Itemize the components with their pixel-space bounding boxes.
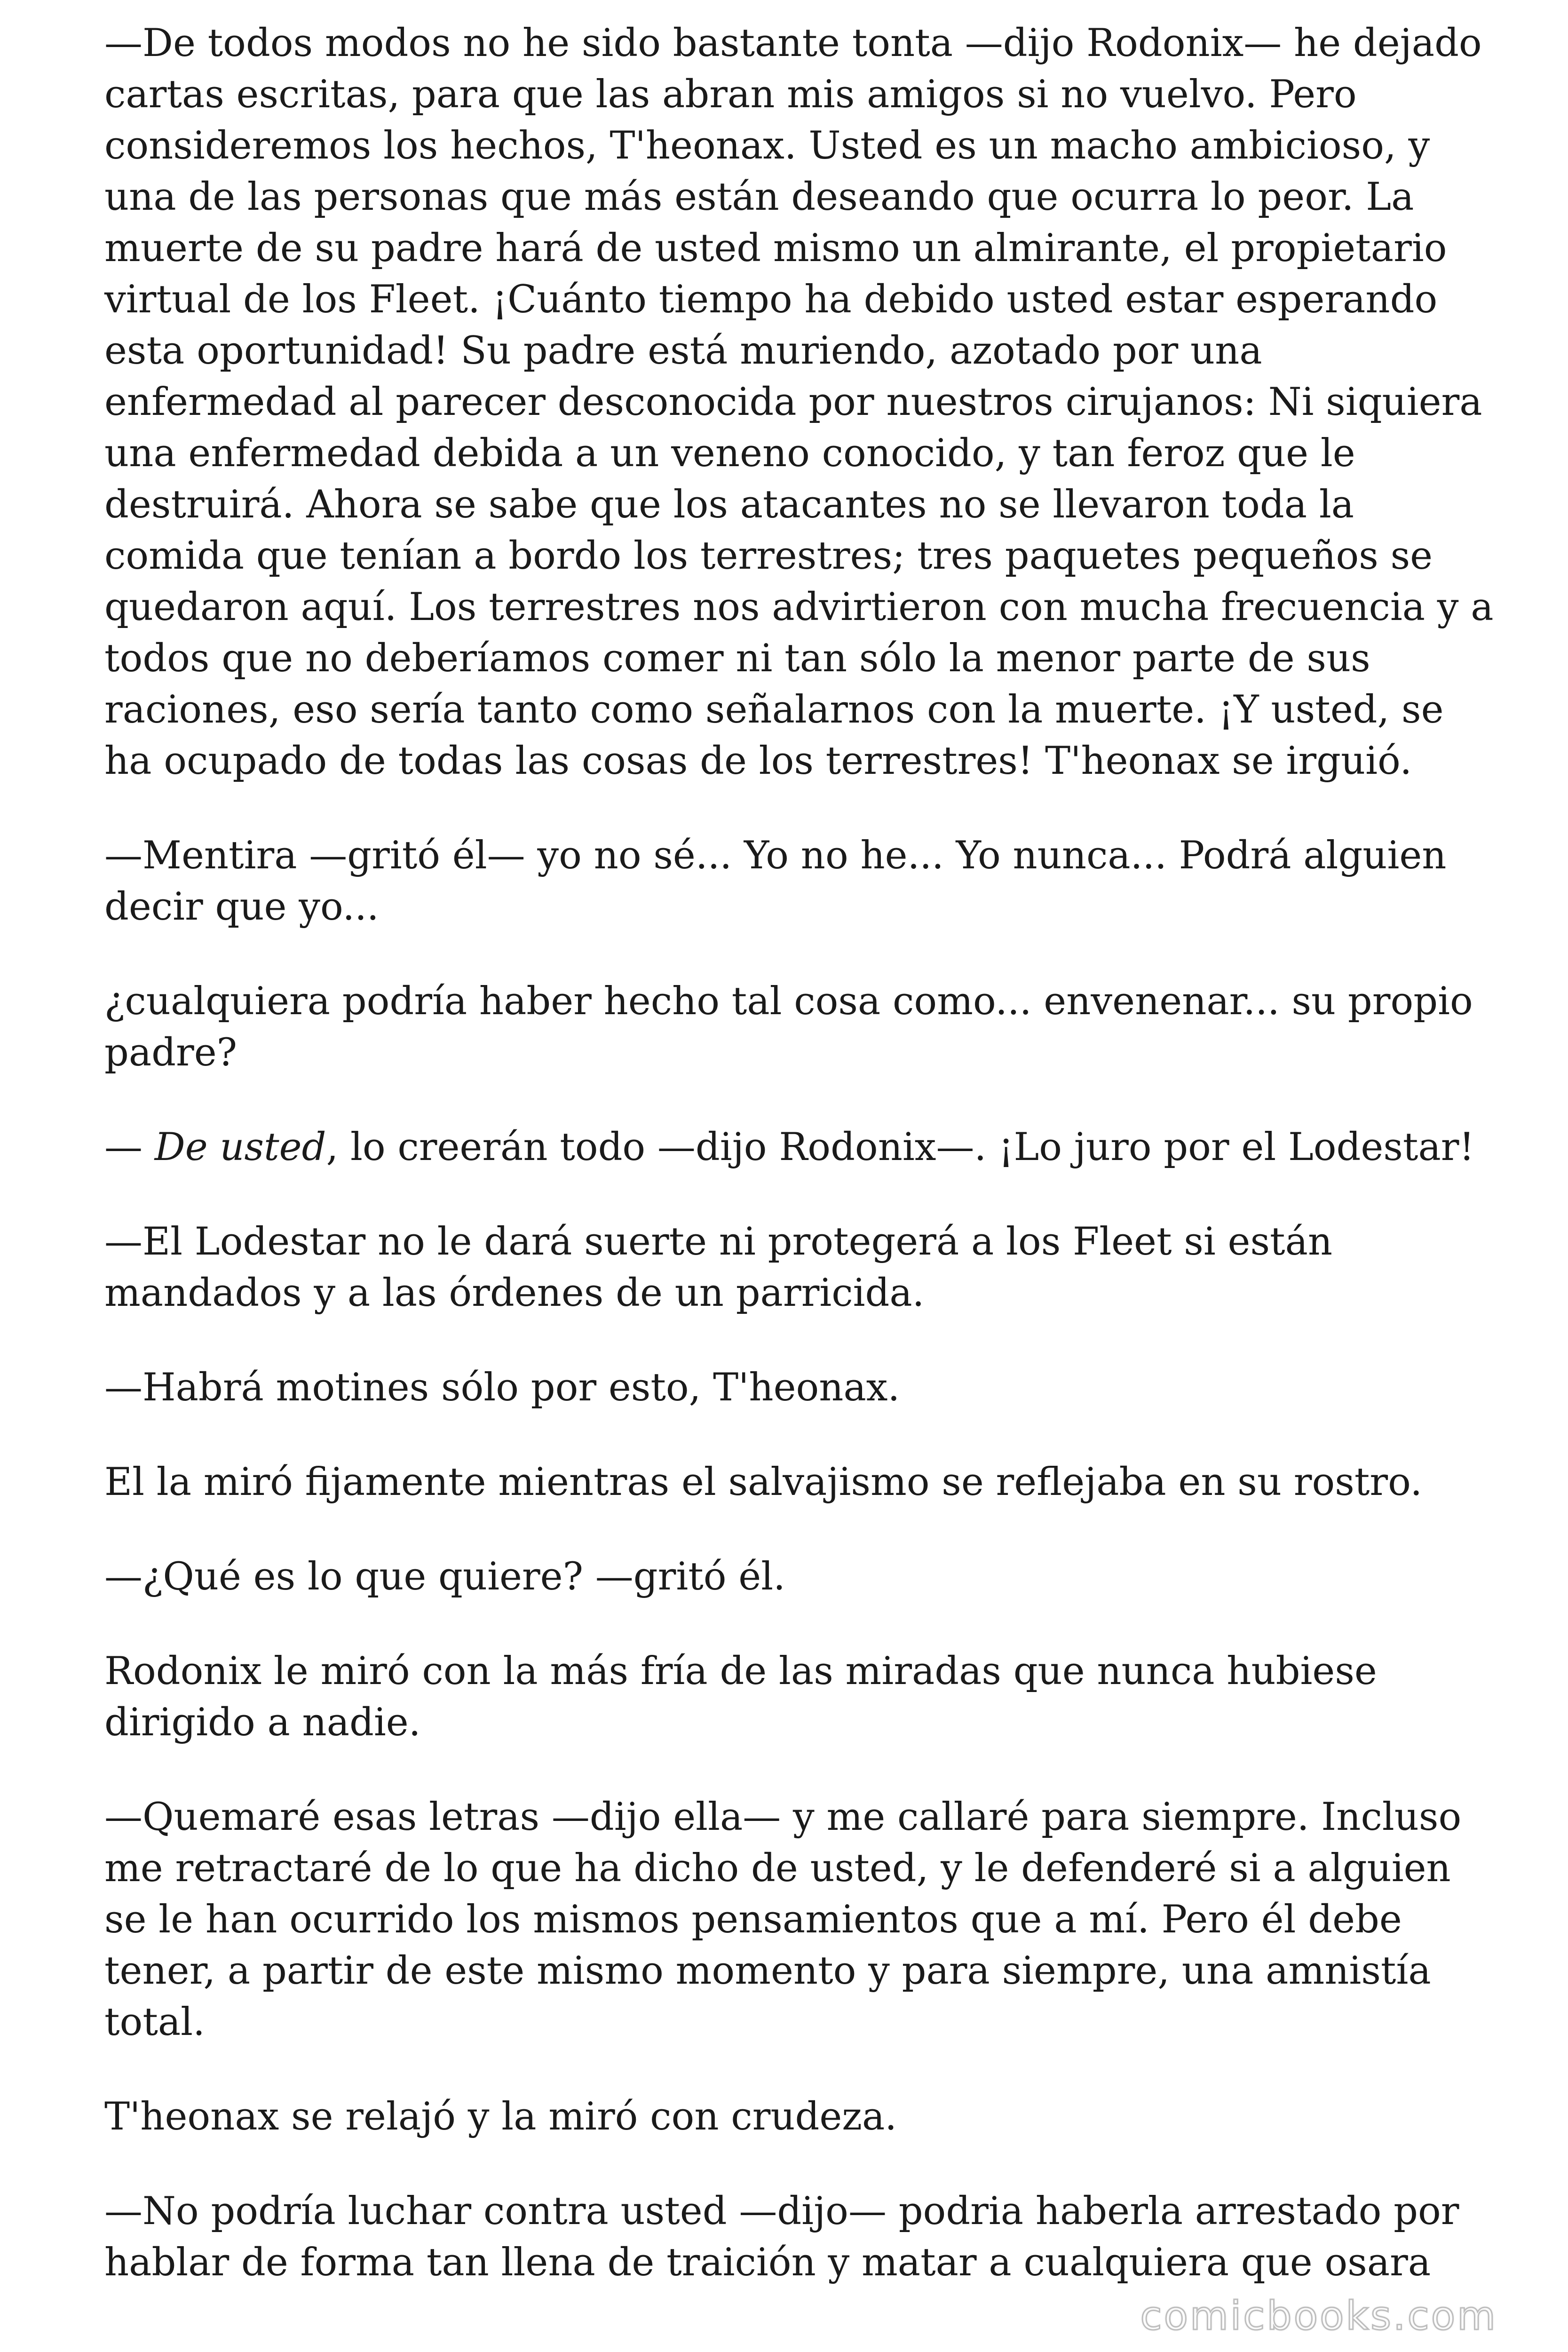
paragraph-4-rest: , lo creerán todo —dijo Rodonix—. ¡Lo juro por el Lodestar! [326, 1125, 1475, 1169]
paragraph-5: —El Lodestar no le dará suerte ni protegerá a los Fleet si están mandados y a las órdenes de un parricida. [104, 1220, 1333, 1315]
paragraph-4 [104, 1122, 1497, 1173]
paragraph-3: ¿cualquiera podría haber hecho tal cosa como... envenenar... su propio padre? [104, 979, 1473, 1075]
paragraph-8: —¿Qué es lo que quiere? —gritó él. [104, 1555, 785, 1599]
paragraph-2: —Mentira —gritó él— yo no sé... Yo no he... Yo nunca... Podrá alguien decir que yo... [104, 834, 1447, 929]
paragraph-4-emphasis: De usted [154, 1125, 326, 1169]
watermark-logo: comicbooks.com [1140, 2293, 1497, 2339]
paragraph-10: —Quemaré esas letras —dijo ella— y me callaré para siempre. Incluso me retractaré de lo que ha dicho de usted, y le defenderé si a alguien se le han ocurrido los mismos pensamientos que a mí. Pero él debe tener, a partir de este mismo momento y para siempre, una amnistía total. [104, 1795, 1462, 2044]
paragraph-4-prefix: — [104, 1125, 155, 1169]
page-text-column [104, 18, 1497, 2332]
paragraph-9: Rodonix le miró con la más fría de las miradas que nunca hubiese dirigido a nadie. [104, 1649, 1377, 1745]
paragraph-6: —Habrá motines sólo por esto, T'heonax. [104, 1366, 900, 1410]
paragraph-7: El la miró fijamente mientras el salvajismo se reflejaba en su rostro. [104, 1460, 1423, 1504]
paragraph-1: —De todos modos no he sido bastante tonta —dijo Rodonix— he dejado cartas escritas, para que las abran mis amigos si no vuelvo. Pero consideremos los hechos, T'heonax. Usted es un macho ambicioso, y una de las personas que más están deseando que ocurra lo peor. La muerte de su padre hará de usted mismo un almirante, el propietario virtual de los Fleet. ¡Cuánto tiempo ha debido usted estar esperando esta oportunidad! Su padre está muriendo, azotado por una enfermedad al parecer desconocida por nuestros cirujanos: Ni siquiera una enfermedad debida a un veneno conocido, y tan feroz que le destruirá. Ahora se sabe que los atacantes no se llevaron toda la comida que tenían a bordo los terrestres; tres paquetes pequeños se quedaron aquí. Los terrestres nos advirtieron con mucha frecuencia y a todos que no deberíamos comer ni tan sólo la menor parte de sus raciones, eso sería tanto como señalarnos con la muerte. ¡Y usted, se ha ocupado de todas las cosas de los terrestres! T'heonax se irguió. [104, 21, 1494, 783]
paragraph-12: —No podría luchar contra usted —dijo— podria haberla arrestado por hablar de forma tan llena de traición y matar a cualquiera que osara [104, 2189, 1459, 2285]
paragraph-11: T'heonax se relajó y la miró con crudeza. [104, 2095, 897, 2139]
